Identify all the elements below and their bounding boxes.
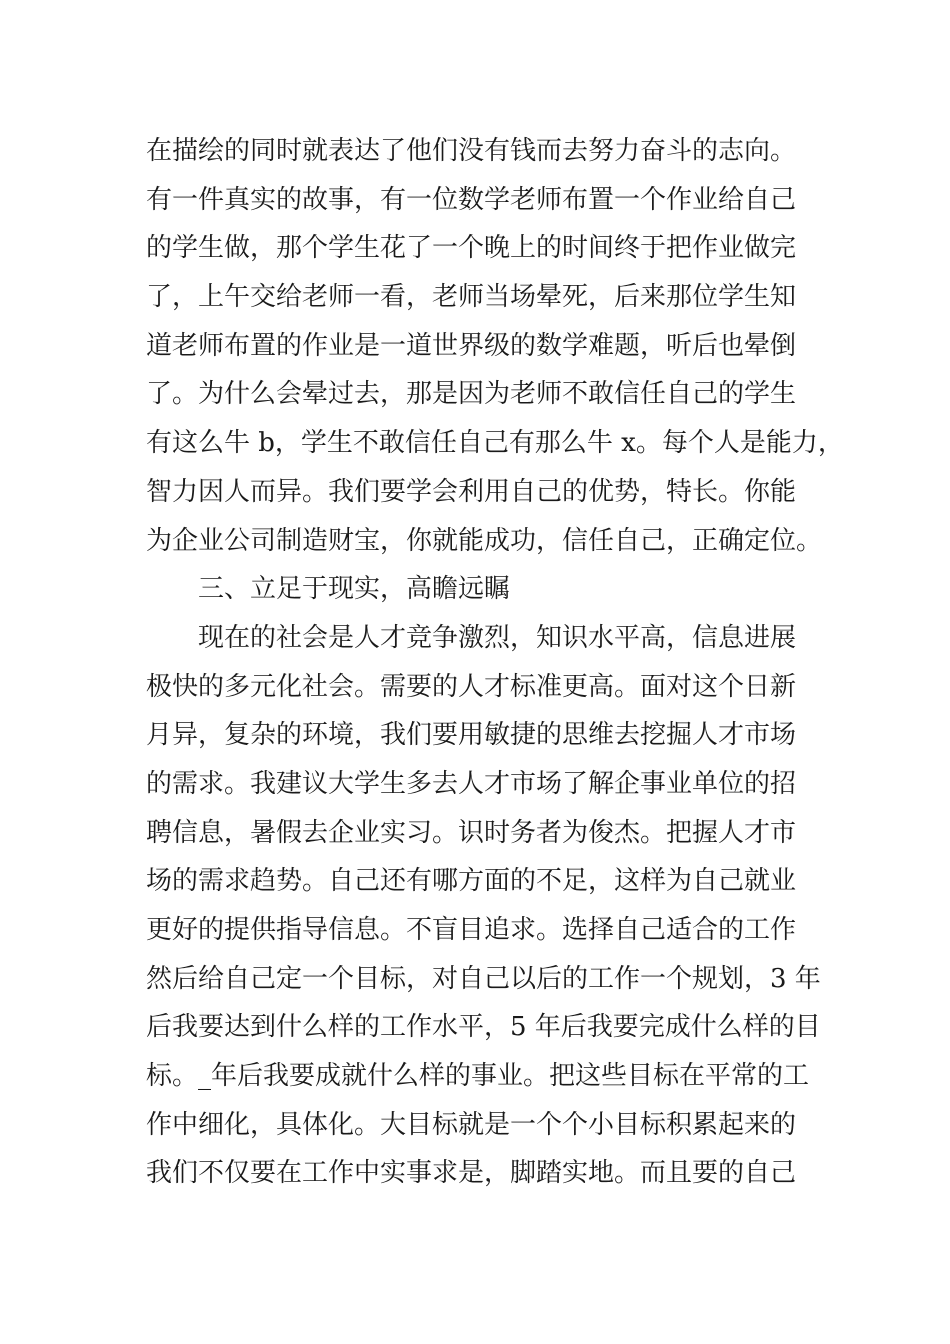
text-line: 智力因人而异。我们要学会利用自己的优势，特长。你能 <box>146 476 797 507</box>
text-line: 作中细化，具体化。大目标就是一个个小目标积累起来的 <box>146 1109 797 1140</box>
text-line: 极快的多元化社会。需要的人才标准更高。面对这个日新 <box>146 671 797 702</box>
text-line: 后我要达到什么样的工作水平，5 年后我要完成什么样的目 <box>146 1012 821 1043</box>
text-line: 更好的提供指导信息。不盲目追求。选择自己适合的工作 <box>146 915 797 945</box>
text-line: 标。_年后我要成就什么样的事业。把这些目标在平常的工 <box>146 1061 810 1092</box>
text-line: 在描绘的同时就表达了他们没有钱而去努力奋斗的志向。 <box>146 136 797 166</box>
text-line: 有这么牛 b，学生不敢信任自己有那么牛 x。每个人是能力， <box>146 428 844 459</box>
text-line: 月异，复杂的环境，我们要用敏捷的思维去挖掘人才市场 <box>146 720 797 751</box>
text-line: 的学生做，那个学生花了一个晚上的时间终于把作业做完 <box>146 233 797 264</box>
text-line: 有一件真实的故事，有一位数学老师布置一个作业给自己 <box>146 184 797 215</box>
text-line: 了。为什么会晕过去，那是因为老师不敢信任自己的学生 <box>146 379 797 410</box>
body-text <box>146 127 844 1198</box>
text-line: 的需求。我建议大学生多去人才市场了解企事业单位的招 <box>146 768 797 799</box>
paragraph-first-line: 现在的社会是人才竞争激烈，知识水平高，信息进展 <box>198 622 797 653</box>
text-line: 聘信息，暑假去企业实习。识时务者为俊杰。把握人才市 <box>146 817 797 848</box>
section-heading: 三、立足于现实，高瞻远瞩 <box>198 574 511 605</box>
text-line: 为企业公司制造财宝，你就能成功，信任自己，正确定位。 <box>146 525 823 556</box>
text-line: 然后给自己定一个目标，对自己以后的工作一个规划，3 年 <box>146 963 821 994</box>
text-line: 我们不仅要在工作中实事求是，脚踏实地。而且要的自己 <box>146 1158 797 1189</box>
text-line: 道老师布置的作业是一道世界级的数学难题，听后也晕倒 <box>146 330 797 361</box>
text-line: 了，上午交给老师一看，老师当场晕死，后来那位学生知 <box>146 282 797 313</box>
text-line: 场的需求趋势。自己还有哪方面的不足，这样为自己就业 <box>146 866 797 897</box>
